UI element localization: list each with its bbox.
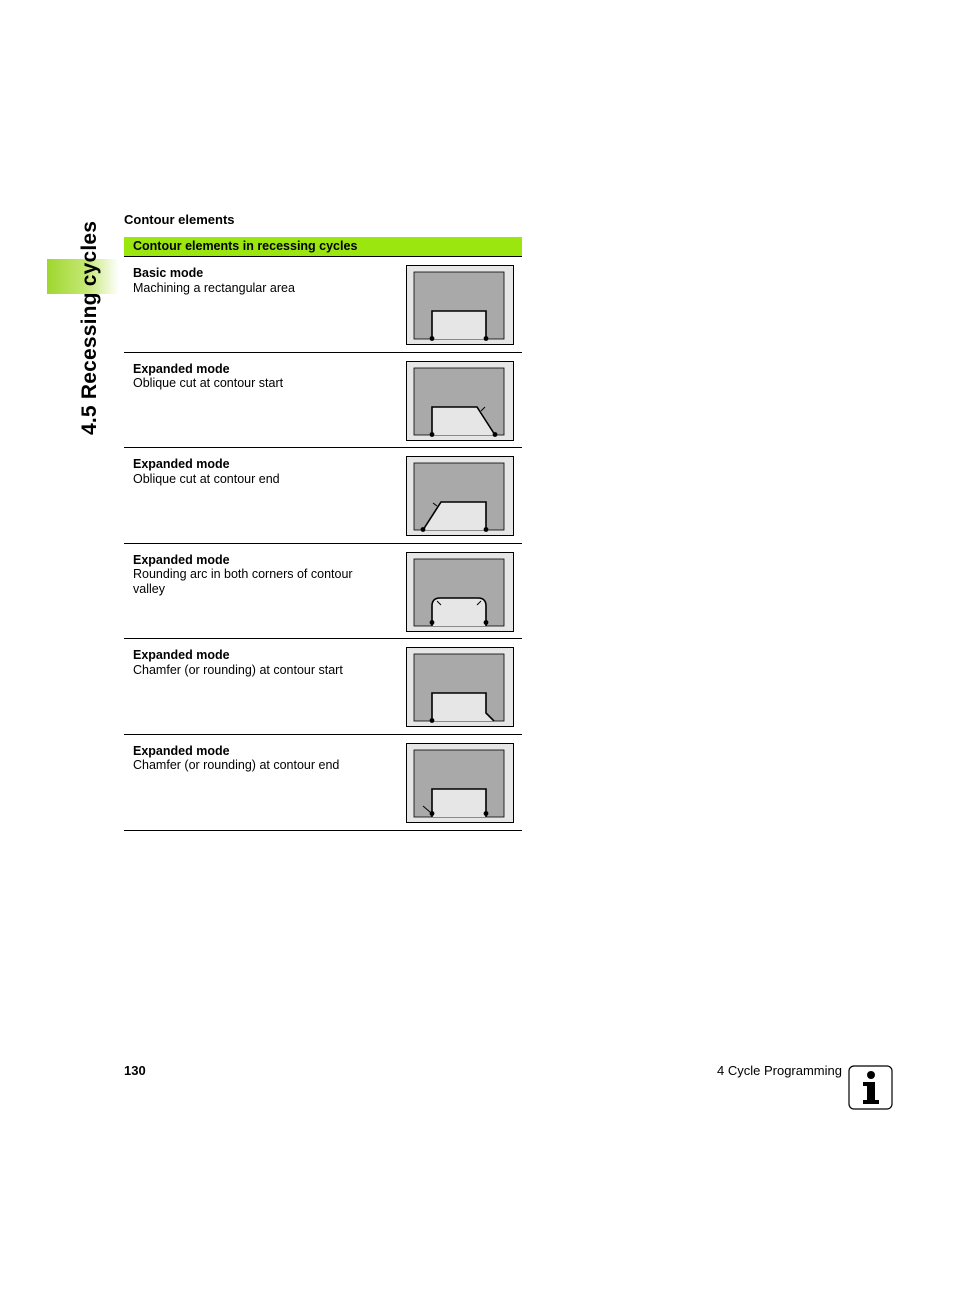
row-mode: Expanded mode xyxy=(133,552,230,567)
table-row xyxy=(124,735,522,831)
contour-diagram-chamfer-start xyxy=(406,647,514,727)
table-row xyxy=(124,639,522,735)
contour-diagram-rounding-both xyxy=(406,552,514,632)
row-description: Rounding arc in both corners of contour valley xyxy=(133,567,353,596)
row-description: Oblique cut at contour start xyxy=(133,376,284,391)
contour-elements-table xyxy=(124,237,522,831)
info-icon xyxy=(848,1065,893,1110)
table-row xyxy=(124,257,522,353)
row-description: Machining a rectangular area xyxy=(133,280,295,295)
contour-diagram-oblique-start xyxy=(406,361,514,441)
row-mode: Basic mode xyxy=(133,266,204,280)
row-mode: Expanded mode xyxy=(133,457,230,472)
table-row xyxy=(124,544,522,640)
page-number: 130 xyxy=(124,1063,146,1078)
contour-diagram-chamfer-end xyxy=(406,743,514,823)
row-mode: Expanded mode xyxy=(133,648,230,663)
sidebar-chapter-title: 4.5 Recessing cycles xyxy=(78,220,101,435)
chapter-footer: 4 Cycle Programming xyxy=(717,1063,842,1078)
table-row xyxy=(124,448,522,544)
row-mode: Expanded mode xyxy=(133,361,230,376)
contour-diagram-oblique-end xyxy=(406,456,514,536)
table-row xyxy=(124,353,522,449)
row-mode: Expanded mode xyxy=(133,743,230,758)
row-description: Oblique cut at contour end xyxy=(133,471,280,486)
row-description: Chamfer (or rounding) at contour start xyxy=(133,662,343,677)
section-heading: Contour elements xyxy=(124,212,235,227)
contour-diagram-basic xyxy=(406,265,514,345)
row-description: Chamfer (or rounding) at contour end xyxy=(133,758,340,773)
table-header: Contour elements in recessing cycles xyxy=(124,237,522,257)
